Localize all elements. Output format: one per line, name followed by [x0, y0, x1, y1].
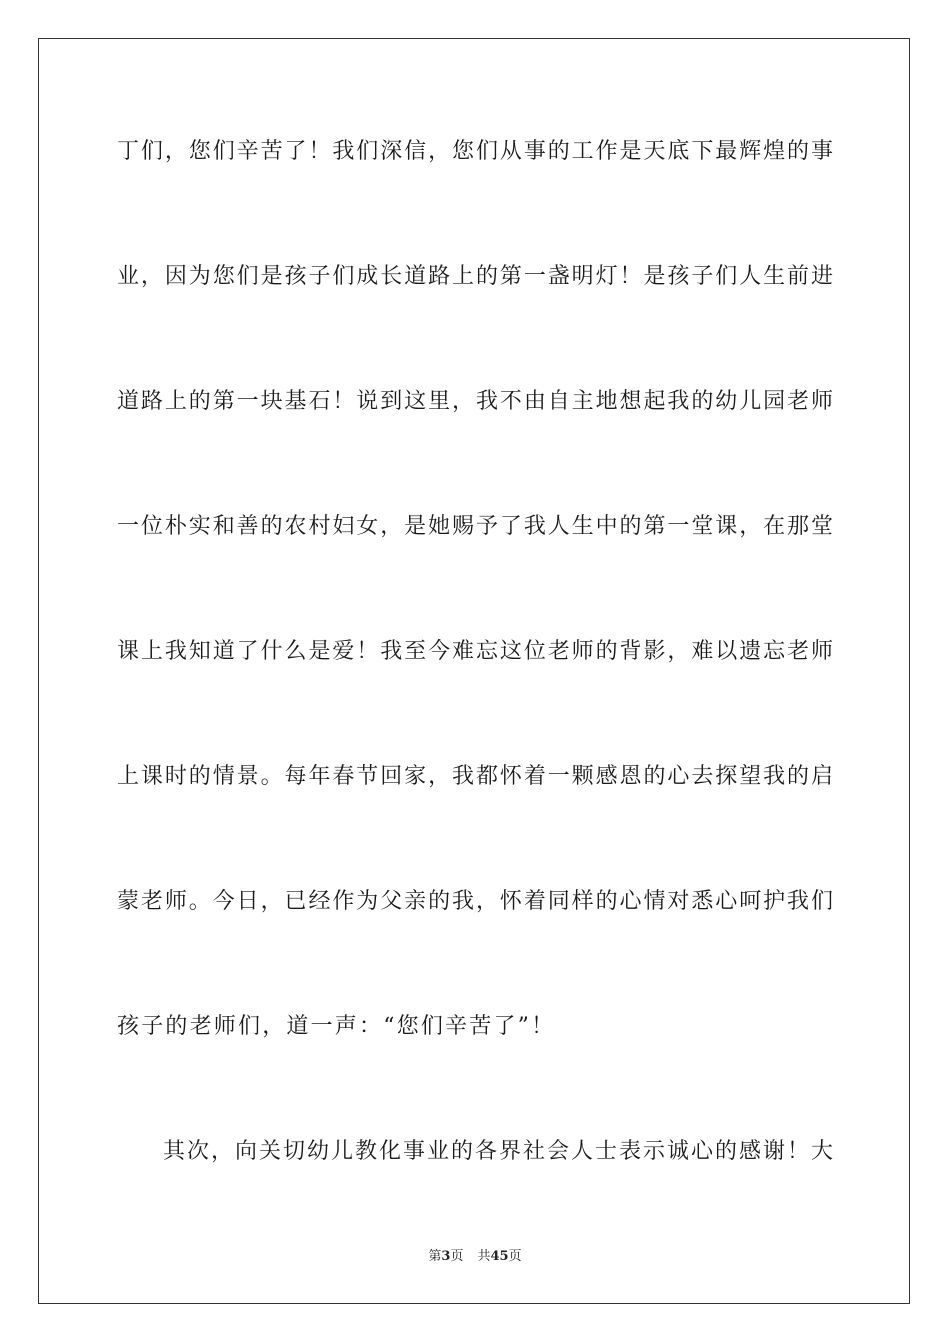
body-line-1: 丁们，您们辛苦了！我们深信，您们从事的工作是天底下最辉煌的事 — [117, 139, 833, 164]
page-prefix: 第 — [428, 1249, 442, 1264]
body-line-4: 一位朴实和善的农村妇女，是她赐予了我人生中的第一堂课，在那堂 — [117, 514, 833, 539]
page-border — [38, 38, 910, 1304]
body-line-7: 蒙老师。今日，已经作为父亲的我，怀着同样的心情对悉心呵护我们 — [117, 889, 833, 914]
total-pages: 45 — [490, 1249, 509, 1264]
body-line-3: 道路上的第一块基石！说到这里，我不由自主地想起我的幼儿园老师 — [117, 389, 833, 414]
total-suffix: 页 — [508, 1249, 522, 1264]
body-line-9-paragraph-start: 其次，向关切幼儿教化事业的各界社会人士表示诚心的感谢！大 — [163, 1139, 833, 1164]
total-prefix: 共 — [477, 1249, 491, 1264]
body-line-5: 课上我知道了什么是爱！我至今难忘这位老师的背影，难以遗忘老师 — [117, 639, 833, 664]
body-line-6: 上课时的情景。每年春节回家，我都怀着一颗感恩的心去探望我的启 — [117, 764, 833, 789]
body-line-2: 业，因为您们是孩子们成长道路上的第一盏明灯！是孩子们人生前进 — [117, 264, 833, 289]
body-line-8: 孩子的老师们，道一声：“您们辛苦了”！ — [117, 1014, 556, 1039]
page-number: 3 — [441, 1249, 451, 1264]
page-suffix: 页 — [450, 1249, 464, 1264]
page-footer — [0, 1248, 950, 1266]
